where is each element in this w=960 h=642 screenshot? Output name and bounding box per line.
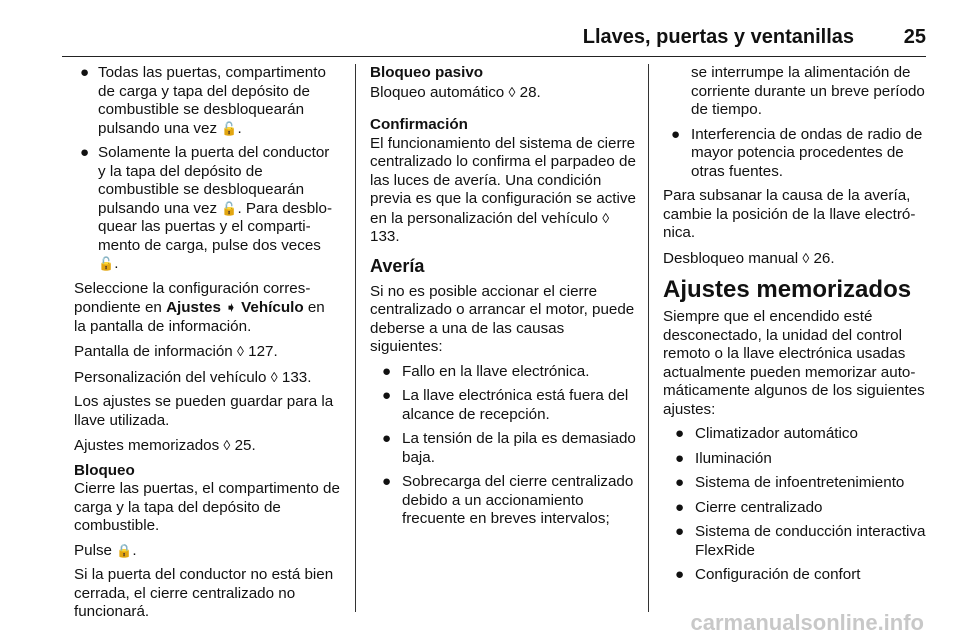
paragraph: Si no es posible accionar el cierre centralizado o arrancar el motor, puede deberse a una de las causas siguientes:: [370, 282, 635, 355]
list-item: ● Cierre centralizado: [675, 498, 823, 516]
bullet-icon: ●: [675, 566, 685, 583]
cross-reference[interactable]: Desbloqueo manual ◊ 26.: [663, 249, 835, 267]
list-item: ● La tensión de la pila es demasiado baja.: [382, 430, 636, 466]
cross-reference[interactable]: Bloqueo automático ◊ 28.: [370, 83, 541, 101]
paragraph: Pulse 🔒.: [74, 541, 137, 559]
bullet-icon: ●: [80, 64, 90, 81]
header-title: Llaves, puertas y ventanillas: [582, 26, 854, 48]
bullet-icon: ●: [382, 387, 392, 404]
paragraph: Seleccione la configuración correspondiente en Ajustes ➧ Vehículo en la pantalla de información.: [74, 279, 325, 335]
page-header: [62, 26, 926, 52]
cross-reference[interactable]: Pantalla de información ◊ 127.: [74, 343, 278, 360]
list-item: ● Solamente la puerta del conductor y la tapa del depósito de combustible se desbloquearán pulsando una vez 🔓. Para desbloquear las puertas y el compartimento de carga, pulse dos veces 🔓.: [80, 144, 333, 272]
bullet-icon: ●: [382, 473, 392, 490]
list-item: ● Sistema de conducción interactiva FlexRide: [675, 523, 926, 559]
cross-reference[interactable]: Personalización del vehículo ◊ 133.: [74, 368, 312, 386]
arrow-icon: ➧: [225, 299, 237, 315]
paragraph: El funcionamiento del sistema de cierre centralizado lo confirma el parpadeo de las luces de avería. Una condición previa es que la configuración se active en la personalización del vehículo ◊ 133.: [370, 134, 636, 245]
reference-icon: ◊: [602, 209, 610, 226]
unlock-icon: 🔓: [221, 200, 238, 216]
list-item: ● Iluminación: [675, 449, 772, 467]
watermark: carmanualsonline.info: [690, 610, 924, 635]
paragraph: Los ajustes se pueden guardar para la llave utilizada.: [74, 393, 334, 429]
paragraph: Siempre que el encendido esté desconectado, la unidad del control remoto o la llave electrónica usadas actualmente pueden memorizar automáticamente algunos de los siguientes ajustes:: [663, 308, 925, 418]
section-heading: Ajustes memorizados: [663, 276, 912, 303]
column-1: [74, 64, 340, 628]
column-3: [663, 64, 929, 591]
list-item: ● Fallo en la llave electrónica.: [382, 362, 590, 380]
column-2: [370, 64, 636, 535]
section-heading: Bloqueo: [74, 461, 135, 479]
reference-icon: ◊: [223, 437, 231, 453]
paragraph: Si la puerta del conductor no está bien cerrada, el cierre centralizado no funcionará.: [74, 566, 334, 620]
column-divider-2: [648, 64, 649, 612]
bullet-icon: ●: [382, 362, 392, 380]
list-item: ● La llave electrónica está fuera del alcance de recepción.: [382, 387, 629, 423]
bullet-icon: ●: [675, 474, 685, 491]
list-item: ● Todas las puertas, compartimento de carga y tapa del depósito de combustible se desbloquearán pulsando una vez 🔓.: [80, 64, 326, 137]
list-item: ● Configuración de confort: [675, 566, 861, 583]
header-rule: [62, 56, 926, 57]
list-item: ● Climatizador automático: [675, 425, 858, 442]
menu-path-vehicle: Vehículo: [241, 299, 304, 316]
list-item: ● Interferencia de ondas de radio de mayor potencia procedentes de otras fuentes.: [671, 125, 923, 180]
paragraph: Cierre las puertas, el compartimento de carga y la tapa del depósito de combustible.: [74, 480, 340, 534]
bullet-icon: ●: [382, 430, 392, 447]
reference-icon: ◊: [508, 83, 516, 100]
page-number: 25: [903, 26, 926, 48]
paragraph: Para subsanar la causa de la avería, cambie la posición de la llave electrónica.: [663, 187, 916, 241]
section-heading: Avería: [370, 255, 425, 276]
bullet-icon: ●: [675, 425, 685, 442]
bullet-icon: ●: [675, 449, 685, 467]
paragraph: se interrumpe la alimentación de corriente durante un breve período de tiempo.: [691, 64, 925, 118]
lock-icon: 🔒: [116, 542, 133, 558]
reference-icon: ◊: [236, 343, 244, 359]
section-heading: Bloqueo pasivo: [370, 64, 484, 81]
menu-path-settings: Ajustes: [166, 299, 221, 316]
reference-icon: ◊: [270, 368, 278, 385]
column-divider-1: [355, 64, 356, 612]
section-heading: Confirmación: [370, 116, 468, 133]
bullet-icon: ●: [671, 125, 681, 143]
bullet-icon: ●: [675, 498, 685, 516]
reference-icon: ◊: [802, 249, 810, 266]
list-item: ● Sobrecarga del cierre centralizado debido a un accionamiento frecuente en breves intervalos;: [382, 473, 634, 527]
bullet-icon: ●: [80, 144, 90, 161]
unlock-icon: 🔓: [221, 120, 238, 136]
bullet-icon: ●: [675, 523, 685, 540]
list-item: ● Sistema de infoentretenimiento: [675, 474, 905, 491]
unlock-icon: 🔓: [98, 256, 115, 271]
cross-reference[interactable]: Ajustes memorizados ◊ 25.: [74, 437, 256, 454]
